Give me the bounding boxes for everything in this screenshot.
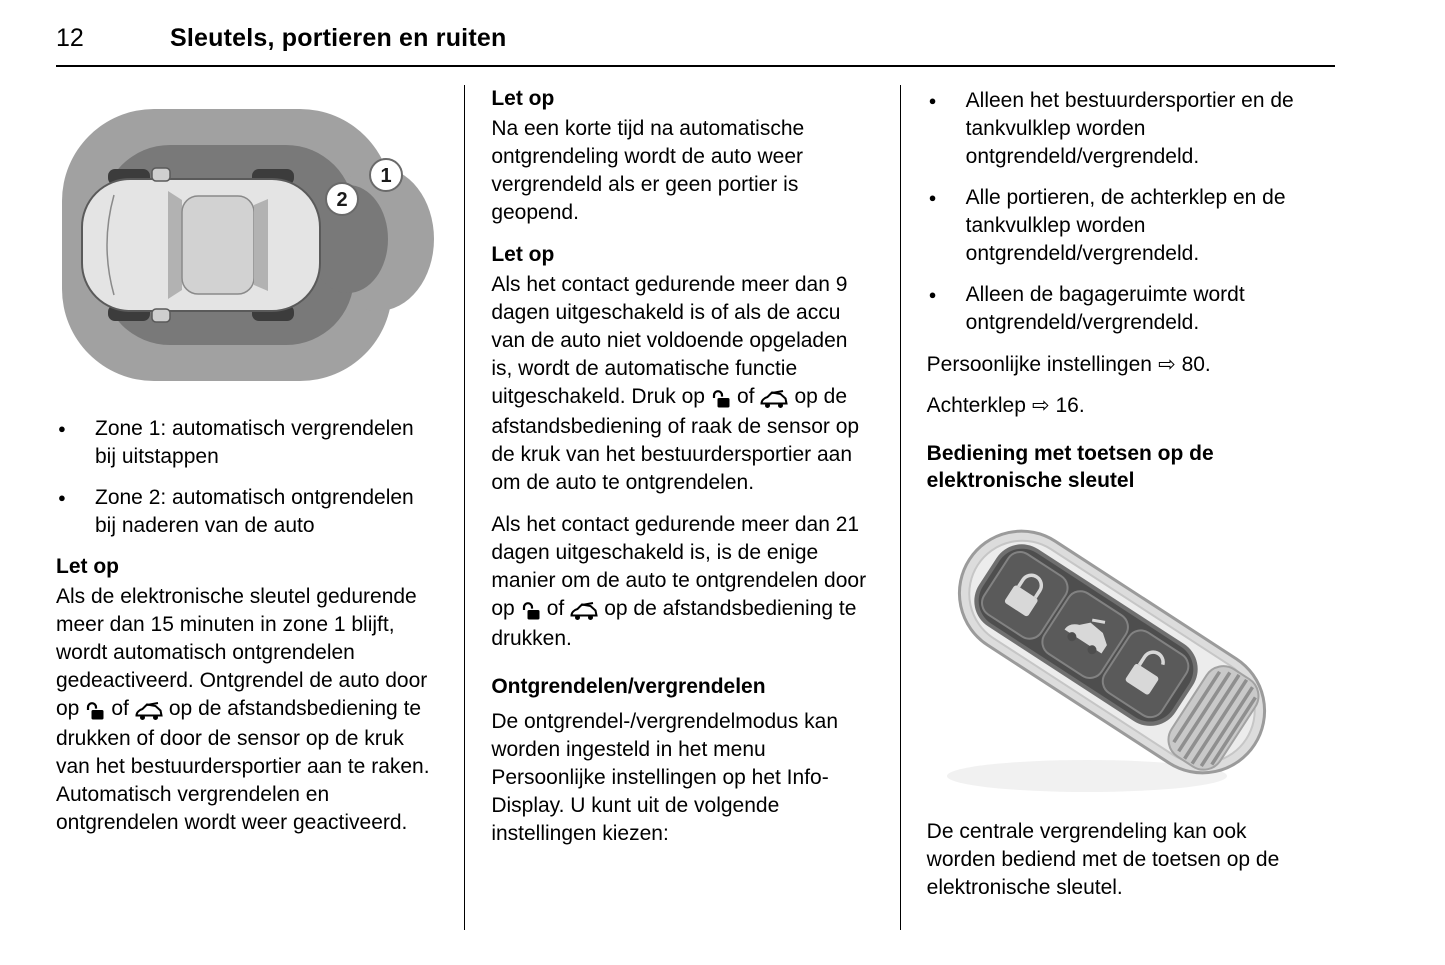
- note-heading: Let op: [491, 243, 555, 266]
- text-segment: op de afstandsbediening of raak de sensor op de kruk van het bestuurdersportier aan om de auto te ontgrendelen.: [491, 385, 860, 494]
- list-item-driver-door: [927, 87, 1309, 171]
- section-paragraph: De ontgrendel-/vergrendelmodus kan worden ingesteld in het menu Persoonlijke instellingen op het Info-Display. U kunt uit de volgende instellingen kiezen:: [491, 710, 839, 845]
- text-segment: Als het contact gedurende meer dan 9 dagen uitgeschakeld is of als de accu van de auto niet voldoende opgeladen is, wordt de automatische functie uitgeschakeld. Druk op: [491, 273, 848, 408]
- text-segment: op de afstandsbediening te drukken of door de sensor op de kruk van het bestuurdersportier aan te raken. Automatisch vergrendelen en ontgrendelen wordt weer geactiveerd.: [56, 697, 430, 834]
- reference-arrow-icon: ⇨: [1157, 352, 1176, 376]
- text-segment: of: [736, 385, 755, 408]
- bullet-icon: ●: [928, 287, 937, 302]
- key-fob-illustration: [927, 504, 1307, 804]
- page-number: 12: [56, 24, 84, 52]
- car-open-trunk-icon: [570, 597, 598, 625]
- text-segment: of: [111, 697, 129, 720]
- reference-page: 16.: [1055, 394, 1085, 417]
- zone-2-badge: [326, 183, 358, 215]
- cross-reference-tailgate: [927, 391, 1309, 420]
- reference-label: Persoonlijke instellingen: [926, 353, 1152, 376]
- list-item-text: Alle portieren, de achterklep en de tankvulklep worden ontgrendeld/vergrendeld.: [965, 186, 1286, 265]
- zone-1-badge: [370, 159, 402, 191]
- reference-page: 80.: [1181, 353, 1211, 376]
- bullet-icon: ●: [58, 421, 66, 436]
- note-heading: Let op: [56, 555, 119, 578]
- car-open-trunk-icon: [135, 697, 163, 725]
- zone-1-number: 1: [380, 165, 392, 187]
- car-open-trunk-icon: [760, 385, 788, 413]
- zones-illustration: [56, 99, 438, 391]
- paragraph-21-days: [491, 511, 873, 653]
- reference-label: Achterklep: [926, 394, 1026, 417]
- car-top-view: [82, 168, 320, 322]
- bullet-icon: ●: [928, 93, 937, 108]
- cross-reference-personal-settings: [927, 350, 1309, 379]
- bullet-icon: ●: [928, 190, 937, 205]
- unlock-icon: [711, 385, 731, 413]
- electronic-key-figure: [927, 504, 1309, 804]
- note-heading: Let op: [491, 87, 555, 110]
- list-item-text: Alleen het bestuurdersportier en de tankvulklep worden ontgrendeld/vergrendeld.: [965, 89, 1294, 168]
- section-heading-key-buttons: Bediening met toetsen op de elektronische sleutel: [926, 442, 1214, 492]
- unlock-icon: [85, 697, 105, 725]
- list-item-text: Alleen de bagageruimte wordt ontgrendeld/vergrendeld.: [965, 283, 1245, 334]
- zone-2-number: 2: [336, 189, 348, 211]
- list-item-text: Zone 2: automatisch ontgrendelen bij naderen van de auto: [95, 486, 414, 537]
- page-header: [56, 24, 1335, 67]
- bullet-icon: ●: [58, 490, 66, 505]
- text-segment: Als het contact gedurende meer dan 21 dagen uitgeschakeld is, is de enige manier om de auto te ontgrendelen door op: [491, 513, 867, 620]
- closing-paragraph: De centrale vergrendeling kan ook worden bediend met de toetsen op de elektronische sleutel.: [926, 820, 1280, 899]
- list-item-text: Zone 1: automatisch vergrendelen bij uitstappen: [95, 417, 414, 468]
- text-segment: of: [546, 597, 565, 620]
- text-segment: op de afstandsbediening te drukken.: [491, 597, 857, 650]
- list-item-zone-2: [56, 484, 438, 540]
- key-fob-body: [935, 507, 1288, 796]
- chapter-title: Sleutels, portieren en ruiten: [170, 24, 507, 52]
- text-segment: Als de elektronische sleutel gedurende meer dan 15 minuten in zone 1 blijft, wordt automatisch ontgrendelen gedeactiveerd. Ontgrendel de auto door op: [56, 585, 428, 720]
- unlock-icon: [521, 597, 541, 625]
- list-item-all-doors: [927, 184, 1309, 268]
- column-1: [56, 85, 464, 930]
- section-heading-unlock-lock: Ontgrendelen/vergrendelen: [491, 675, 766, 698]
- list-item-zone-1: [56, 415, 438, 471]
- reference-arrow-icon: ⇨: [1031, 393, 1050, 417]
- list-item-luggage: [927, 281, 1309, 337]
- column-3: [900, 85, 1335, 930]
- column-2: [464, 85, 899, 930]
- note-paragraph: [491, 271, 873, 497]
- content-columns: [56, 85, 1335, 930]
- note-paragraph: Na een korte tijd na automatische ontgrendeling wordt de auto weer vergrendeld als er geen portier is geopend.: [491, 117, 805, 224]
- auto-lock-zones-figure: [56, 99, 438, 391]
- note-paragraph: [56, 583, 438, 837]
